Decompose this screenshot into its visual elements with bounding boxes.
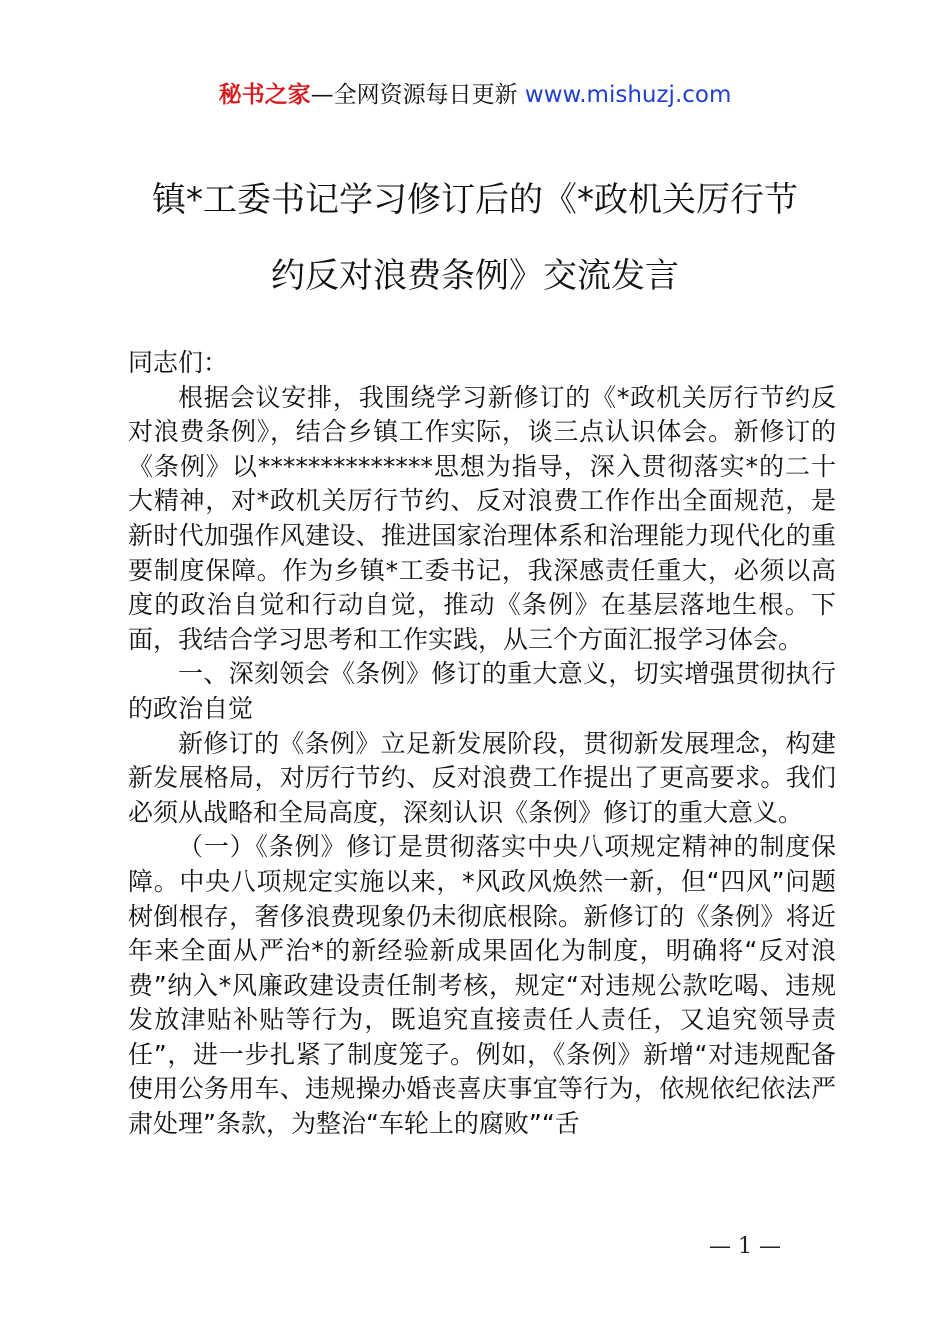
- salutation: 同志们：: [128, 348, 229, 377]
- paragraph-intro: 根据会议安排，我围绕学习新修订的《*政机关厉行节约反对浪费条例》，结合乡镇工作实际，谈三点认识体会。新修订的《条例》以**************思想为指导，深入贯彻落实*的二十大精神，对*政机关厉行节约、反对浪费工作作出全面规范，是新时代加强作风建设、推进国家治理体系和治理能力现代化的重要制度保障。作为乡镇*工委书记，我深感责任重大，必须以高度的政治自觉和行动自觉，推动《条例》在基层落地生根。下面，我结合学习思考和工作实践，从三个方面汇报学习体会。: [128, 382, 836, 654]
- document-body: [128, 346, 836, 1142]
- section-heading-1: 一、深刻领会《条例》修订的重大意义，切实增强贯彻执行的政治自觉: [128, 659, 836, 723]
- document-title: [100, 162, 850, 314]
- page-number: — 1 —: [709, 1234, 781, 1259]
- site-url-link[interactable]: www.mishuzj.com: [524, 82, 732, 108]
- site-brand: 秘书之家: [218, 82, 311, 108]
- site-header: [0, 78, 950, 112]
- title-line-1: 镇*工委书记学习修订后的《*政机关厉行节: [152, 180, 798, 220]
- paragraph-point-1: （一）《条例》修订是贯彻落实中央八项规定精神的制度保障。中央八项规定实施以来，*风政风焕然一新，但“四风”问题树倒根存，奢侈浪费现象仍未彻底根除。新修订的《条例》将近年来全面从严治*的新经验新成果固化为制度，明确将“反对浪费”纳入*风廉政建设责任制考核，规定“对违规公款吃喝、违规发放津贴补贴等行为，既追究直接责任人责任，又追究领导责任”，进一步扎紧了制度笼子。例如，《条例》新增“对违规配备使用公务用车、违规操办婚丧喜庆事宜等行为，依规依纪依法严肃处理”条款，为整治“车轮上的腐败”“舌: [128, 832, 836, 1139]
- site-tagline: —全网资源每日更新: [310, 82, 525, 108]
- title-line-2: 约反对浪费条例》交流发言: [271, 256, 679, 296]
- paragraph-significance: 新修订的《条例》立足新发展阶段，贯彻新发展理念，构建新发展格局，对厉行节约、反对浪费工作提出了更高要求。我们必须从战略和全局高度，深刻认识《条例》修订的重大意义。: [128, 728, 836, 827]
